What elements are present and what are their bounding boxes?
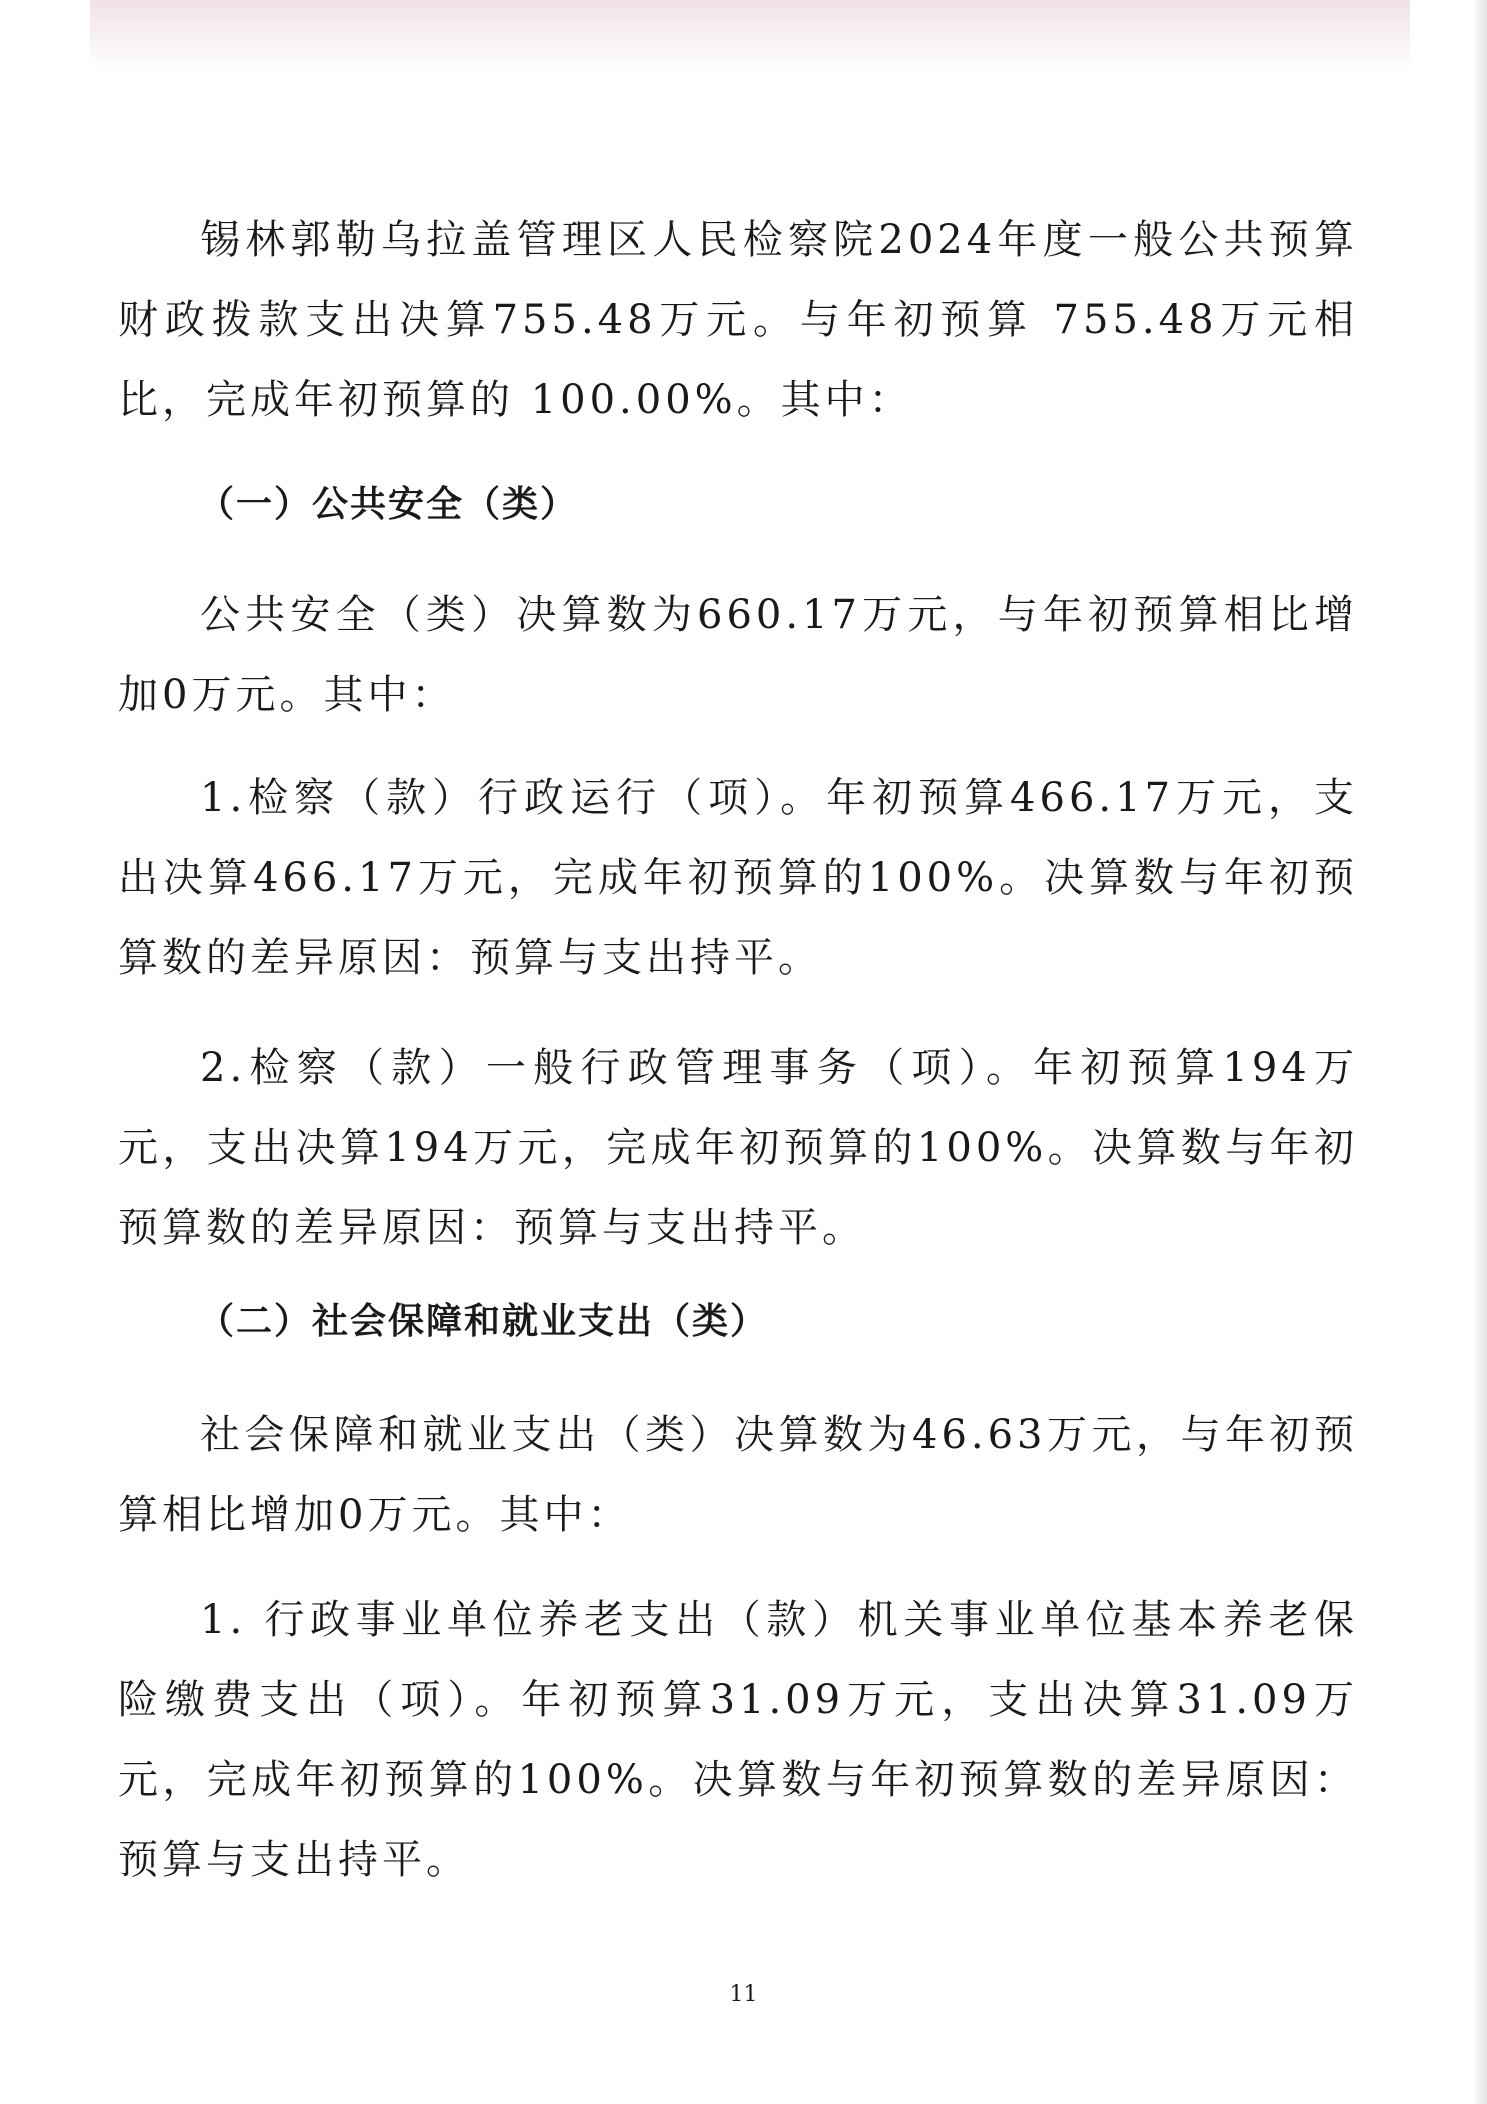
section-2-heading: （二）社会保障和就业支出（类） <box>198 1301 769 1342</box>
section-1-heading: （一）公共安全（类） <box>198 484 579 525</box>
section-2-summary: 社会保障和就业支出（类）决算数为46.63万元，与年初预算相比增加0万元。其中： <box>118 1412 1358 1538</box>
intro-paragraph: 锡林郭勒乌拉盖管理区人民检察院2024年度一般公共预算财政拨款支出决算755.48万元。与年初预算 755.48万元相比，完成年初预算的 100.00%。其中： <box>118 217 1358 423</box>
scan-top-shade <box>90 0 1410 70</box>
section-1-summary: 公共安全（类）决算数为660.17万元，与年初预算相比增加0万元。其中： <box>118 592 1358 718</box>
section-2-item-1: 1. 行政事业单位养老支出（款）机关事业单位基本养老保险缴费支出（项）。年初预算31.09万元，支出决算31.09万元，完成年初预算的100%。决算数与年初预算数的差异原因：预算与支出持平。 <box>118 1597 1358 1883</box>
section-1-item-1: 1.检察（款）行政运行（项）。年初预算466.17万元，支出决算466.17万元，完成年初预算的100%。决算数与年初预算数的差异原因：预算与支出持平。 <box>118 775 1358 981</box>
section-1-item-2: 2.检察（款）一般行政管理事务（项）。年初预算194万元，支出决算194万元，完成年初预算的100%。决算数与年初预算数的差异原因：预算与支出持平。 <box>118 1045 1358 1251</box>
page-number: 11 <box>729 1982 758 2007</box>
scan-right-edge <box>1473 0 1487 2104</box>
